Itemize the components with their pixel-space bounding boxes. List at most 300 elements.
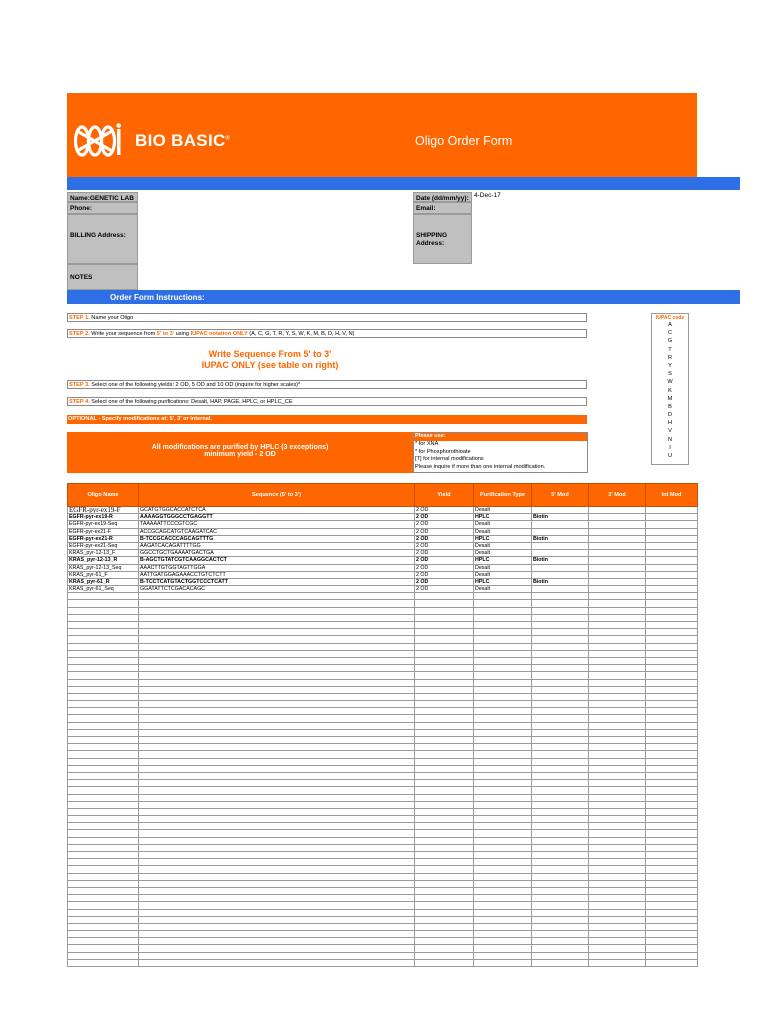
empty-table-cell[interactable] — [532, 852, 589, 859]
table-cell[interactable] — [589, 528, 646, 535]
table-cell[interactable]: 2 OD — [415, 507, 474, 514]
empty-table-cell[interactable] — [589, 665, 646, 672]
empty-table-cell[interactable] — [532, 701, 589, 708]
empty-table-cell[interactable] — [532, 751, 589, 758]
empty-table-cell[interactable] — [532, 794, 589, 801]
table-cell[interactable]: TAAAAATTCCCGTCGC — [139, 521, 415, 528]
empty-table-cell[interactable] — [646, 622, 698, 629]
table-cell[interactable]: 2 OD — [415, 542, 474, 549]
empty-table-cell[interactable] — [415, 629, 474, 636]
empty-table-cell[interactable] — [139, 880, 415, 887]
empty-table-cell[interactable] — [646, 744, 698, 751]
empty-table-cell[interactable] — [474, 880, 532, 887]
empty-table-cell[interactable] — [646, 837, 698, 844]
empty-table-cell[interactable] — [646, 859, 698, 866]
empty-table-cell[interactable] — [415, 866, 474, 873]
table-cell[interactable]: Desalt — [474, 528, 532, 535]
empty-table-cell[interactable] — [139, 657, 415, 664]
empty-table-cell[interactable] — [68, 837, 139, 844]
empty-table-cell[interactable] — [415, 787, 474, 794]
empty-table-cell[interactable] — [589, 837, 646, 844]
empty-table-cell[interactable] — [415, 909, 474, 916]
empty-table-cell[interactable] — [68, 600, 139, 607]
empty-table-cell[interactable] — [532, 902, 589, 909]
empty-table-cell[interactable] — [139, 614, 415, 621]
empty-table-cell[interactable] — [532, 895, 589, 902]
empty-table-cell[interactable] — [415, 887, 474, 894]
empty-table-cell[interactable] — [589, 672, 646, 679]
empty-table-cell[interactable] — [474, 593, 532, 600]
table-cell[interactable]: 2 OD — [415, 528, 474, 535]
table-cell[interactable]: Desalt — [474, 521, 532, 528]
empty-table-cell[interactable] — [68, 636, 139, 643]
empty-table-cell[interactable] — [532, 808, 589, 815]
table-cell[interactable] — [589, 578, 646, 585]
empty-table-cell[interactable] — [474, 844, 532, 851]
empty-table-cell[interactable] — [589, 959, 646, 966]
empty-table-cell[interactable] — [474, 801, 532, 808]
empty-table-cell[interactable] — [415, 650, 474, 657]
empty-table-cell[interactable] — [646, 952, 698, 959]
table-cell[interactable]: AAACTTGTGGTAGTTGGA — [139, 564, 415, 571]
empty-table-cell[interactable] — [68, 657, 139, 664]
empty-table-cell[interactable] — [415, 722, 474, 729]
table-cell[interactable] — [589, 521, 646, 528]
table-cell[interactable]: HPLC — [474, 514, 532, 521]
empty-table-cell[interactable] — [646, 737, 698, 744]
empty-table-cell[interactable] — [415, 622, 474, 629]
table-cell[interactable] — [646, 542, 698, 549]
empty-table-cell[interactable] — [474, 859, 532, 866]
table-cell[interactable] — [532, 507, 589, 514]
empty-table-cell[interactable] — [139, 787, 415, 794]
empty-table-cell[interactable] — [68, 916, 139, 923]
empty-table-cell[interactable] — [646, 808, 698, 815]
empty-table-cell[interactable] — [68, 794, 139, 801]
empty-table-cell[interactable] — [474, 737, 532, 744]
empty-table-cell[interactable] — [646, 772, 698, 779]
empty-table-cell[interactable] — [532, 959, 589, 966]
empty-table-cell[interactable] — [532, 880, 589, 887]
empty-table-cell[interactable] — [68, 758, 139, 765]
empty-table-cell[interactable] — [474, 622, 532, 629]
empty-table-cell[interactable] — [589, 744, 646, 751]
empty-table-cell[interactable] — [646, 765, 698, 772]
empty-table-cell[interactable] — [589, 614, 646, 621]
empty-table-cell[interactable] — [68, 722, 139, 729]
empty-table-cell[interactable] — [646, 931, 698, 938]
empty-table-cell[interactable] — [139, 622, 415, 629]
empty-table-cell[interactable] — [646, 873, 698, 880]
table-cell[interactable]: GGATATTCTCGACACAGC — [139, 586, 415, 593]
empty-table-cell[interactable] — [474, 830, 532, 837]
table-cell[interactable] — [589, 571, 646, 578]
table-cell[interactable]: HPLC — [474, 535, 532, 542]
empty-table-cell[interactable] — [646, 650, 698, 657]
empty-table-cell[interactable] — [139, 708, 415, 715]
empty-table-cell[interactable] — [532, 679, 589, 686]
empty-table-cell[interactable] — [68, 945, 139, 952]
empty-table-cell[interactable] — [68, 931, 139, 938]
empty-table-cell[interactable] — [139, 808, 415, 815]
empty-table-cell[interactable] — [415, 923, 474, 930]
empty-table-cell[interactable] — [474, 758, 532, 765]
empty-table-cell[interactable] — [68, 679, 139, 686]
empty-table-cell[interactable] — [532, 931, 589, 938]
empty-table-cell[interactable] — [139, 665, 415, 672]
empty-table-cell[interactable] — [474, 765, 532, 772]
empty-table-cell[interactable] — [589, 729, 646, 736]
empty-table-cell[interactable] — [68, 830, 139, 837]
empty-table-cell[interactable] — [68, 844, 139, 851]
empty-table-cell[interactable] — [646, 593, 698, 600]
table-cell[interactable] — [532, 550, 589, 557]
table-cell[interactable]: Biotin — [532, 514, 589, 521]
empty-table-cell[interactable] — [474, 923, 532, 930]
empty-table-cell[interactable] — [474, 909, 532, 916]
empty-table-cell[interactable] — [68, 816, 139, 823]
empty-table-cell[interactable] — [415, 780, 474, 787]
empty-table-cell[interactable] — [589, 931, 646, 938]
empty-table-cell[interactable] — [68, 780, 139, 787]
empty-table-cell[interactable] — [646, 823, 698, 830]
empty-table-cell[interactable] — [646, 945, 698, 952]
empty-table-cell[interactable] — [415, 873, 474, 880]
empty-table-cell[interactable] — [68, 787, 139, 794]
empty-table-cell[interactable] — [139, 938, 415, 945]
empty-table-cell[interactable] — [474, 679, 532, 686]
empty-table-cell[interactable] — [646, 916, 698, 923]
empty-table-cell[interactable] — [415, 701, 474, 708]
empty-table-cell[interactable] — [68, 852, 139, 859]
empty-table-cell[interactable] — [646, 959, 698, 966]
empty-table-cell[interactable] — [68, 952, 139, 959]
empty-table-cell[interactable] — [646, 672, 698, 679]
empty-table-cell[interactable] — [474, 643, 532, 650]
empty-table-cell[interactable] — [532, 622, 589, 629]
table-cell[interactable]: 2 OD — [415, 514, 474, 521]
empty-table-cell[interactable] — [474, 873, 532, 880]
empty-table-cell[interactable] — [474, 887, 532, 894]
table-cell[interactable]: 2 OD — [415, 586, 474, 593]
table-cell[interactable]: KRAS_pyr-61_F — [68, 571, 139, 578]
empty-table-cell[interactable] — [646, 693, 698, 700]
empty-table-cell[interactable] — [589, 873, 646, 880]
empty-table-cell[interactable] — [589, 923, 646, 930]
empty-table-cell[interactable] — [589, 909, 646, 916]
table-cell[interactable]: HPLC — [474, 578, 532, 585]
empty-table-cell[interactable] — [68, 866, 139, 873]
table-cell[interactable] — [646, 564, 698, 571]
empty-table-cell[interactable] — [646, 787, 698, 794]
empty-table-cell[interactable] — [646, 830, 698, 837]
empty-table-cell[interactable] — [415, 902, 474, 909]
table-cell[interactable]: HPLC — [474, 557, 532, 564]
empty-table-cell[interactable] — [589, 794, 646, 801]
empty-table-cell[interactable] — [68, 765, 139, 772]
empty-table-cell[interactable] — [532, 729, 589, 736]
table-cell[interactable] — [646, 514, 698, 521]
empty-table-cell[interactable] — [589, 801, 646, 808]
empty-table-cell[interactable] — [139, 765, 415, 772]
empty-table-cell[interactable] — [415, 643, 474, 650]
empty-table-cell[interactable] — [68, 693, 139, 700]
empty-table-cell[interactable] — [68, 895, 139, 902]
empty-table-cell[interactable] — [474, 823, 532, 830]
table-cell[interactable] — [589, 535, 646, 542]
empty-table-cell[interactable] — [646, 938, 698, 945]
empty-table-cell[interactable] — [68, 873, 139, 880]
table-cell[interactable]: EGFR-pyr-ex21-Seq — [68, 542, 139, 549]
empty-table-cell[interactable] — [139, 672, 415, 679]
empty-table-cell[interactable] — [646, 729, 698, 736]
empty-table-cell[interactable] — [68, 629, 139, 636]
empty-table-cell[interactable] — [646, 643, 698, 650]
table-cell[interactable]: Biotin — [532, 557, 589, 564]
empty-table-cell[interactable] — [646, 844, 698, 851]
empty-table-cell[interactable] — [474, 614, 532, 621]
empty-table-cell[interactable] — [589, 880, 646, 887]
empty-table-cell[interactable] — [139, 650, 415, 657]
empty-table-cell[interactable] — [589, 722, 646, 729]
empty-table-cell[interactable] — [532, 938, 589, 945]
table-cell[interactable] — [589, 550, 646, 557]
empty-table-cell[interactable] — [589, 787, 646, 794]
empty-table-cell[interactable] — [589, 622, 646, 629]
table-cell[interactable] — [589, 514, 646, 521]
empty-table-cell[interactable] — [532, 593, 589, 600]
table-cell[interactable]: KRAS_pyr-61_R — [68, 578, 139, 585]
empty-table-cell[interactable] — [139, 859, 415, 866]
empty-table-cell[interactable] — [474, 895, 532, 902]
empty-table-cell[interactable] — [139, 722, 415, 729]
empty-table-cell[interactable] — [415, 772, 474, 779]
empty-table-cell[interactable] — [415, 895, 474, 902]
empty-table-cell[interactable] — [474, 672, 532, 679]
empty-table-cell[interactable] — [415, 880, 474, 887]
empty-table-cell[interactable] — [646, 614, 698, 621]
empty-table-cell[interactable] — [532, 873, 589, 880]
table-cell[interactable] — [646, 550, 698, 557]
empty-table-cell[interactable] — [415, 823, 474, 830]
empty-table-cell[interactable] — [589, 693, 646, 700]
empty-table-cell[interactable] — [532, 823, 589, 830]
empty-table-cell[interactable] — [589, 629, 646, 636]
empty-table-cell[interactable] — [646, 751, 698, 758]
table-cell[interactable]: Desalt — [474, 507, 532, 514]
table-cell[interactable] — [589, 542, 646, 549]
empty-table-cell[interactable] — [589, 607, 646, 614]
empty-table-cell[interactable] — [474, 808, 532, 815]
empty-table-cell[interactable] — [68, 808, 139, 815]
empty-table-cell[interactable] — [139, 772, 415, 779]
empty-table-cell[interactable] — [474, 657, 532, 664]
table-cell[interactable]: Biotin — [532, 578, 589, 585]
empty-table-cell[interactable] — [532, 830, 589, 837]
empty-table-cell[interactable] — [68, 938, 139, 945]
empty-table-cell[interactable] — [415, 665, 474, 672]
empty-table-cell[interactable] — [646, 600, 698, 607]
empty-table-cell[interactable] — [646, 895, 698, 902]
table-cell[interactable]: 2 OD — [415, 564, 474, 571]
empty-table-cell[interactable] — [474, 751, 532, 758]
empty-table-cell[interactable] — [532, 887, 589, 894]
empty-table-cell[interactable] — [139, 801, 415, 808]
table-cell[interactable] — [646, 521, 698, 528]
empty-table-cell[interactable] — [139, 837, 415, 844]
empty-table-cell[interactable] — [68, 607, 139, 614]
empty-table-cell[interactable] — [474, 787, 532, 794]
empty-table-cell[interactable] — [415, 600, 474, 607]
empty-table-cell[interactable] — [139, 679, 415, 686]
empty-table-cell[interactable] — [415, 852, 474, 859]
table-cell[interactable]: Desalt — [474, 586, 532, 593]
empty-table-cell[interactable] — [532, 801, 589, 808]
table-cell[interactable]: ACCGCAGCATGTCAAGATCAC — [139, 528, 415, 535]
empty-table-cell[interactable] — [139, 931, 415, 938]
empty-table-cell[interactable] — [415, 715, 474, 722]
empty-table-cell[interactable] — [646, 665, 698, 672]
empty-table-cell[interactable] — [532, 657, 589, 664]
empty-table-cell[interactable] — [139, 852, 415, 859]
empty-table-cell[interactable] — [474, 938, 532, 945]
empty-table-cell[interactable] — [589, 952, 646, 959]
empty-table-cell[interactable] — [646, 629, 698, 636]
empty-table-cell[interactable] — [415, 672, 474, 679]
empty-table-cell[interactable] — [68, 772, 139, 779]
empty-table-cell[interactable] — [474, 636, 532, 643]
empty-table-cell[interactable] — [646, 902, 698, 909]
empty-table-cell[interactable] — [415, 636, 474, 643]
empty-table-cell[interactable] — [589, 593, 646, 600]
empty-table-cell[interactable] — [646, 887, 698, 894]
table-cell[interactable]: KRAS_pyr-12-13_F — [68, 550, 139, 557]
empty-table-cell[interactable] — [139, 909, 415, 916]
empty-table-cell[interactable] — [139, 737, 415, 744]
empty-table-cell[interactable] — [532, 859, 589, 866]
empty-table-cell[interactable] — [532, 672, 589, 679]
empty-table-cell[interactable] — [474, 852, 532, 859]
empty-table-cell[interactable] — [474, 729, 532, 736]
empty-table-cell[interactable] — [589, 679, 646, 686]
empty-table-cell[interactable] — [139, 693, 415, 700]
empty-table-cell[interactable] — [68, 887, 139, 894]
empty-table-cell[interactable] — [532, 952, 589, 959]
table-cell[interactable] — [532, 542, 589, 549]
empty-table-cell[interactable] — [139, 887, 415, 894]
table-cell[interactable]: B-AGCTGTATCGTCAAGGCACTCT — [139, 557, 415, 564]
table-cell[interactable]: KRAS_pyr-12-13_R — [68, 557, 139, 564]
empty-table-cell[interactable] — [589, 715, 646, 722]
table-cell[interactable]: AAGATCACAGATTTTGG — [139, 542, 415, 549]
empty-table-cell[interactable] — [532, 693, 589, 700]
empty-table-cell[interactable] — [646, 636, 698, 643]
empty-table-cell[interactable] — [415, 729, 474, 736]
empty-table-cell[interactable] — [415, 693, 474, 700]
empty-table-cell[interactable] — [68, 737, 139, 744]
table-cell[interactable] — [589, 507, 646, 514]
empty-table-cell[interactable] — [415, 931, 474, 938]
empty-table-cell[interactable] — [589, 765, 646, 772]
empty-table-cell[interactable] — [474, 945, 532, 952]
empty-table-cell[interactable] — [589, 758, 646, 765]
empty-table-cell[interactable] — [589, 686, 646, 693]
empty-table-cell[interactable] — [646, 816, 698, 823]
empty-table-cell[interactable] — [474, 744, 532, 751]
empty-table-cell[interactable] — [139, 830, 415, 837]
empty-table-cell[interactable] — [474, 607, 532, 614]
empty-table-cell[interactable] — [646, 722, 698, 729]
empty-table-cell[interactable] — [589, 816, 646, 823]
table-cell[interactable]: EGFR-pyr-ex19-F — [68, 507, 139, 514]
empty-table-cell[interactable] — [415, 593, 474, 600]
table-cell[interactable]: GCATGTGGCACCATCTCA — [139, 507, 415, 514]
empty-table-cell[interactable] — [415, 938, 474, 945]
empty-table-cell[interactable] — [68, 686, 139, 693]
empty-table-cell[interactable] — [589, 701, 646, 708]
empty-table-cell[interactable] — [415, 844, 474, 851]
table-cell[interactable]: 2 OD — [415, 535, 474, 542]
empty-table-cell[interactable] — [139, 895, 415, 902]
empty-table-cell[interactable] — [139, 923, 415, 930]
table-cell[interactable] — [589, 564, 646, 571]
empty-table-cell[interactable] — [68, 923, 139, 930]
empty-table-cell[interactable] — [532, 636, 589, 643]
table-cell[interactable] — [646, 507, 698, 514]
empty-table-cell[interactable] — [646, 780, 698, 787]
table-cell[interactable]: Desalt — [474, 542, 532, 549]
empty-table-cell[interactable] — [532, 607, 589, 614]
empty-table-cell[interactable] — [532, 837, 589, 844]
empty-table-cell[interactable] — [415, 945, 474, 952]
empty-table-cell[interactable] — [68, 744, 139, 751]
empty-table-cell[interactable] — [589, 887, 646, 894]
empty-table-cell[interactable] — [646, 657, 698, 664]
empty-table-cell[interactable] — [532, 765, 589, 772]
empty-table-cell[interactable] — [68, 902, 139, 909]
table-cell[interactable]: AATTGATGGAGAAACCTGTCTCTT — [139, 571, 415, 578]
table-cell[interactable] — [532, 571, 589, 578]
table-cell[interactable] — [532, 528, 589, 535]
empty-table-cell[interactable] — [415, 679, 474, 686]
empty-table-cell[interactable] — [532, 866, 589, 873]
empty-table-cell[interactable] — [532, 737, 589, 744]
table-cell[interactable] — [646, 535, 698, 542]
table-cell[interactable] — [532, 564, 589, 571]
empty-table-cell[interactable] — [646, 909, 698, 916]
empty-table-cell[interactable] — [139, 744, 415, 751]
table-cell[interactable] — [589, 586, 646, 593]
empty-table-cell[interactable] — [139, 600, 415, 607]
empty-table-cell[interactable] — [532, 665, 589, 672]
empty-table-cell[interactable] — [415, 808, 474, 815]
empty-table-cell[interactable] — [474, 708, 532, 715]
empty-table-cell[interactable] — [68, 708, 139, 715]
empty-table-cell[interactable] — [474, 780, 532, 787]
table-cell[interactable]: KRAS_pyr-12-13_Seq — [68, 564, 139, 571]
empty-table-cell[interactable] — [474, 794, 532, 801]
empty-table-cell[interactable] — [139, 686, 415, 693]
empty-table-cell[interactable] — [139, 607, 415, 614]
empty-table-cell[interactable] — [646, 708, 698, 715]
empty-table-cell[interactable] — [532, 744, 589, 751]
table-cell[interactable]: EGFR-pyr-ex21-R — [68, 535, 139, 542]
empty-table-cell[interactable] — [532, 787, 589, 794]
empty-table-cell[interactable] — [415, 830, 474, 837]
empty-table-cell[interactable] — [532, 614, 589, 621]
empty-table-cell[interactable] — [589, 916, 646, 923]
empty-table-cell[interactable] — [415, 614, 474, 621]
